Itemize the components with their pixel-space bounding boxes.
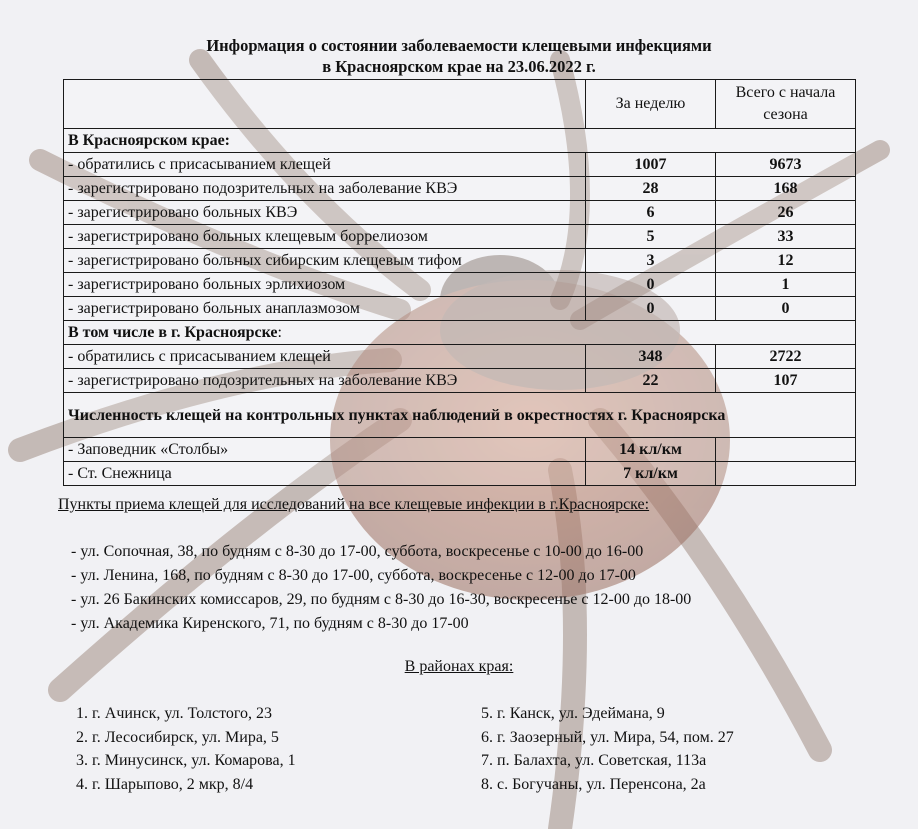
list-item: - ул. Сопочная, 38, по будням с 8-30 до 17-00, суббота, воскресенье с 10-00 до 16-00	[71, 543, 644, 560]
list-item: 3. г. Минусинск, ул. Комарова, 1	[76, 752, 296, 769]
row-label: - зарегистрировано больных эрлихиозом	[64, 273, 586, 297]
points-list	[71, 540, 691, 636]
table-row	[64, 153, 856, 177]
districts-list-right	[481, 702, 734, 796]
list-item: 6. г. Заозерный, ул. Мира, 54, пом. 27	[481, 728, 734, 746]
section-label-city-tail: :	[277, 323, 282, 341]
list-item: - ул. 26 Бакинских комиссаров, 29, по будням с 8-30 до 16-30, воскресенье с 12-00 до 18-00	[71, 591, 692, 608]
list-item: 7. п. Балахта, ул. Советская, 113а	[481, 752, 707, 769]
row-season: 107	[716, 369, 856, 393]
list-item: 1. г. Ачинск, ул. Толстого, 23	[76, 705, 273, 722]
table-row	[64, 249, 856, 273]
row-week: 22	[586, 369, 716, 393]
section-label-city	[64, 321, 856, 345]
section-label-city-bold: В том числе в г. Красноярске	[68, 323, 278, 341]
row-label: - зарегистрировано больных КВЭ	[64, 201, 586, 225]
row-season: 2722	[716, 345, 856, 369]
points-title: Пункты приема клещей для исследований на все клещевые инфекции в г.Красноярске:	[58, 496, 650, 513]
table-row	[64, 369, 856, 393]
list-item: 2. г. Лесосибирск, ул. Мира, 5	[76, 728, 279, 746]
row-label: - обратились с присасыванием клещей	[64, 345, 586, 369]
list-item: - ул. Ленина, 168, по будням с 8-30 до 17-00, суббота, воскресенье с 12-00 до 17-00	[71, 567, 636, 584]
title-line-1: Информация о состоянии заболеваемости клещевыми инфекциями	[206, 36, 712, 55]
list-item: 5. г. Канск, ул. Эдеймана, 9	[481, 705, 665, 722]
list-item: 8. с. Богучаны, ул. Перенсона, 2а	[481, 775, 706, 793]
row-week: 348	[586, 345, 716, 369]
row-label: - зарегистрировано больных сибирским клещевым тифом	[64, 249, 586, 273]
row-label: - зарегистрировано больных анаплазмозом	[64, 297, 586, 321]
row-season: 168	[716, 177, 856, 201]
list-item: - ул. Академика Киренского, 71, по будням с 8-30 до 17-00	[71, 615, 469, 632]
row-season	[716, 438, 856, 462]
table-row	[64, 462, 856, 486]
row-season: 33	[716, 225, 856, 249]
header-empty-cell	[64, 80, 586, 129]
row-label: - зарегистрировано подозрительных на заболевание КВЭ	[64, 177, 586, 201]
table-header-row	[64, 80, 856, 129]
row-week: 0	[586, 297, 716, 321]
row-season: 1	[716, 273, 856, 297]
row-label: - Заповедник «Столбы»	[64, 438, 586, 462]
row-week: 28	[586, 177, 716, 201]
title-line-2: в Красноярском крае на 23.06.2022 г.	[322, 57, 596, 76]
table-row	[64, 273, 856, 297]
section-label-region: В Красноярском крае:	[64, 129, 856, 153]
row-week: 1007	[586, 153, 716, 177]
header-week: За неделю	[586, 80, 716, 129]
section-row-city	[64, 321, 856, 345]
statistics-table	[63, 79, 856, 486]
table-row	[64, 297, 856, 321]
row-week: 7 кл/км	[586, 462, 716, 486]
table-row	[64, 438, 856, 462]
row-week: 14 кл/км	[586, 438, 716, 462]
row-week: 0	[586, 273, 716, 297]
table-row	[64, 225, 856, 249]
row-week: 5	[586, 225, 716, 249]
row-label: - Ст. Снежница	[64, 462, 586, 486]
row-week: 3	[586, 249, 716, 273]
table-row	[64, 177, 856, 201]
section-row-density	[64, 393, 856, 438]
row-season: 0	[716, 297, 856, 321]
row-label: - обратились с присасыванием клещей	[64, 153, 586, 177]
section-row-region	[64, 129, 856, 153]
districts-list-left	[76, 702, 296, 796]
row-season: 26	[716, 201, 856, 225]
row-week: 6	[586, 201, 716, 225]
row-season: 9673	[716, 153, 856, 177]
header-season: Всего с начала сезона	[716, 80, 856, 129]
row-label: - зарегистрировано больных клещевым боррелиозом	[64, 225, 586, 249]
list-item: 4. г. Шарыпово, 2 мкр, 8/4	[76, 775, 254, 793]
row-season	[716, 462, 856, 486]
row-label: - зарегистрировано подозрительных на заболевание КВЭ	[64, 369, 586, 393]
table-row	[64, 201, 856, 225]
section-label-density: Численность клещей на контрольных пунктах наблюдений в окрестностях г. Красноярска	[64, 393, 856, 438]
table-row	[64, 345, 856, 369]
row-season: 12	[716, 249, 856, 273]
districts-title: В районах края:	[404, 658, 514, 675]
